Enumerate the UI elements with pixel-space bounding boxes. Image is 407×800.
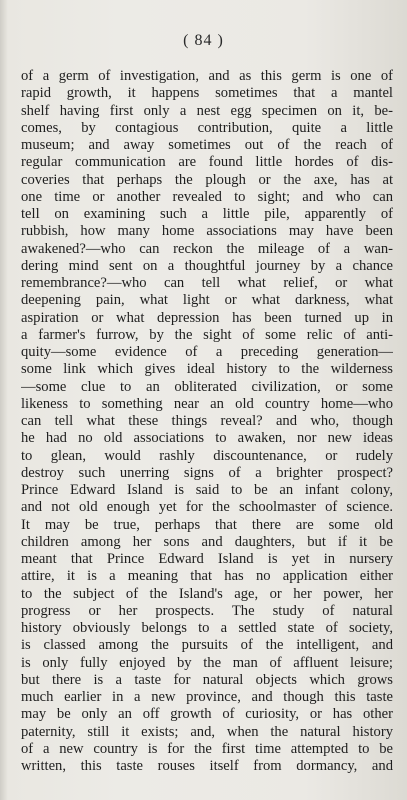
text-line: remembrance?—who can tell what relief, or what — [21, 275, 393, 291]
text-line: comes, by contagious contribution, quite a little — [21, 119, 393, 136]
text-line: —some clue to an obliterated civilization, or some — [21, 378, 393, 395]
text-line: is classed among the pursuits of the intelligent, and — [21, 637, 393, 654]
text-line: regular communication are found little hordes of dis- — [21, 154, 393, 171]
text-line: tell on examining such a little pile, apparently of — [21, 206, 393, 222]
text-line: and not old enough yet for the schoolmaster of science. — [21, 499, 393, 516]
text-line: some link which gives ideal history to the wilderness — [21, 361, 393, 378]
text-line: likeness to something near an old country home—who — [21, 395, 393, 412]
text-line: rubbish, how many home associations may have been — [21, 223, 393, 240]
text-line: awakened?—who can reckon the mileage of a wan- — [21, 240, 393, 257]
text-line: he had no old associations to awaken, nor new ideas — [21, 430, 393, 447]
text-line: shelf having first only a nest egg specimen on it, be- — [21, 102, 393, 119]
text-line: of a germ of investigation, and as this germ is one of — [21, 68, 393, 84]
text-line: written, this taste rouses itself from dormancy, and — [21, 758, 393, 774]
text-line: museum; and away sometimes out of the reach of — [21, 137, 393, 153]
text-line: quity—some evidence of a preceding generation— — [21, 344, 393, 360]
text-line: coveries that perhaps the plough or the axe, has at — [21, 171, 393, 188]
text-line: destroy such unerring signs of a brighter prospect? — [21, 464, 393, 481]
text-line: one time or another revealed to sight; and who can — [21, 188, 393, 205]
text-line: It may be true, perhaps that there are some old — [21, 516, 393, 533]
text-line: deepening pain, what light or what darkness, what — [21, 292, 393, 309]
text-line: rapid growth, it happens sometimes that a mantel — [21, 85, 393, 102]
page-number: ( 84 ) — [183, 32, 224, 49]
text-line: to the subject of the Island's age, or her power, her — [21, 585, 393, 602]
text-line: meant that Prince Edward Island is yet in nursery — [21, 551, 393, 567]
text-line: children among her sons and daughters, but if it be — [21, 533, 393, 550]
text-line: history obviously belongs to a settled state of society, — [21, 620, 393, 636]
text-line: dering mind sent on a thoughtful journey by a chance — [21, 257, 393, 274]
text-line: is only fully enjoyed by the man of affluent leisure; — [21, 654, 393, 671]
text-line: a farmer's furrow, by the sight of some relic of anti- — [21, 326, 393, 343]
text-line: Prince Edward Island is said to be an infant colony, — [21, 482, 393, 498]
text-line: to glean, would rashly discountenance, or rudely — [21, 447, 393, 464]
text-line: of a new country is for the first time attempted to be — [21, 740, 393, 757]
text-line: may be only an off growth of curiosity, or has other — [21, 706, 393, 723]
text-line: much earlier in a new province, and though this taste — [21, 689, 393, 705]
text-line: aspiration or what depression has been turned up in — [21, 309, 393, 326]
text-line: can tell what these things reveal? and who, though — [21, 413, 393, 429]
text-line: attire, it is a meaning that has no application either — [21, 568, 393, 585]
text-line: progress or her prospects. The study of natural — [21, 602, 393, 619]
text-line: paternity, still it exists; and, when the natural history — [21, 723, 393, 740]
text-line: but there is a taste for natural objects which grows — [21, 671, 393, 688]
body-text — [21, 68, 393, 775]
